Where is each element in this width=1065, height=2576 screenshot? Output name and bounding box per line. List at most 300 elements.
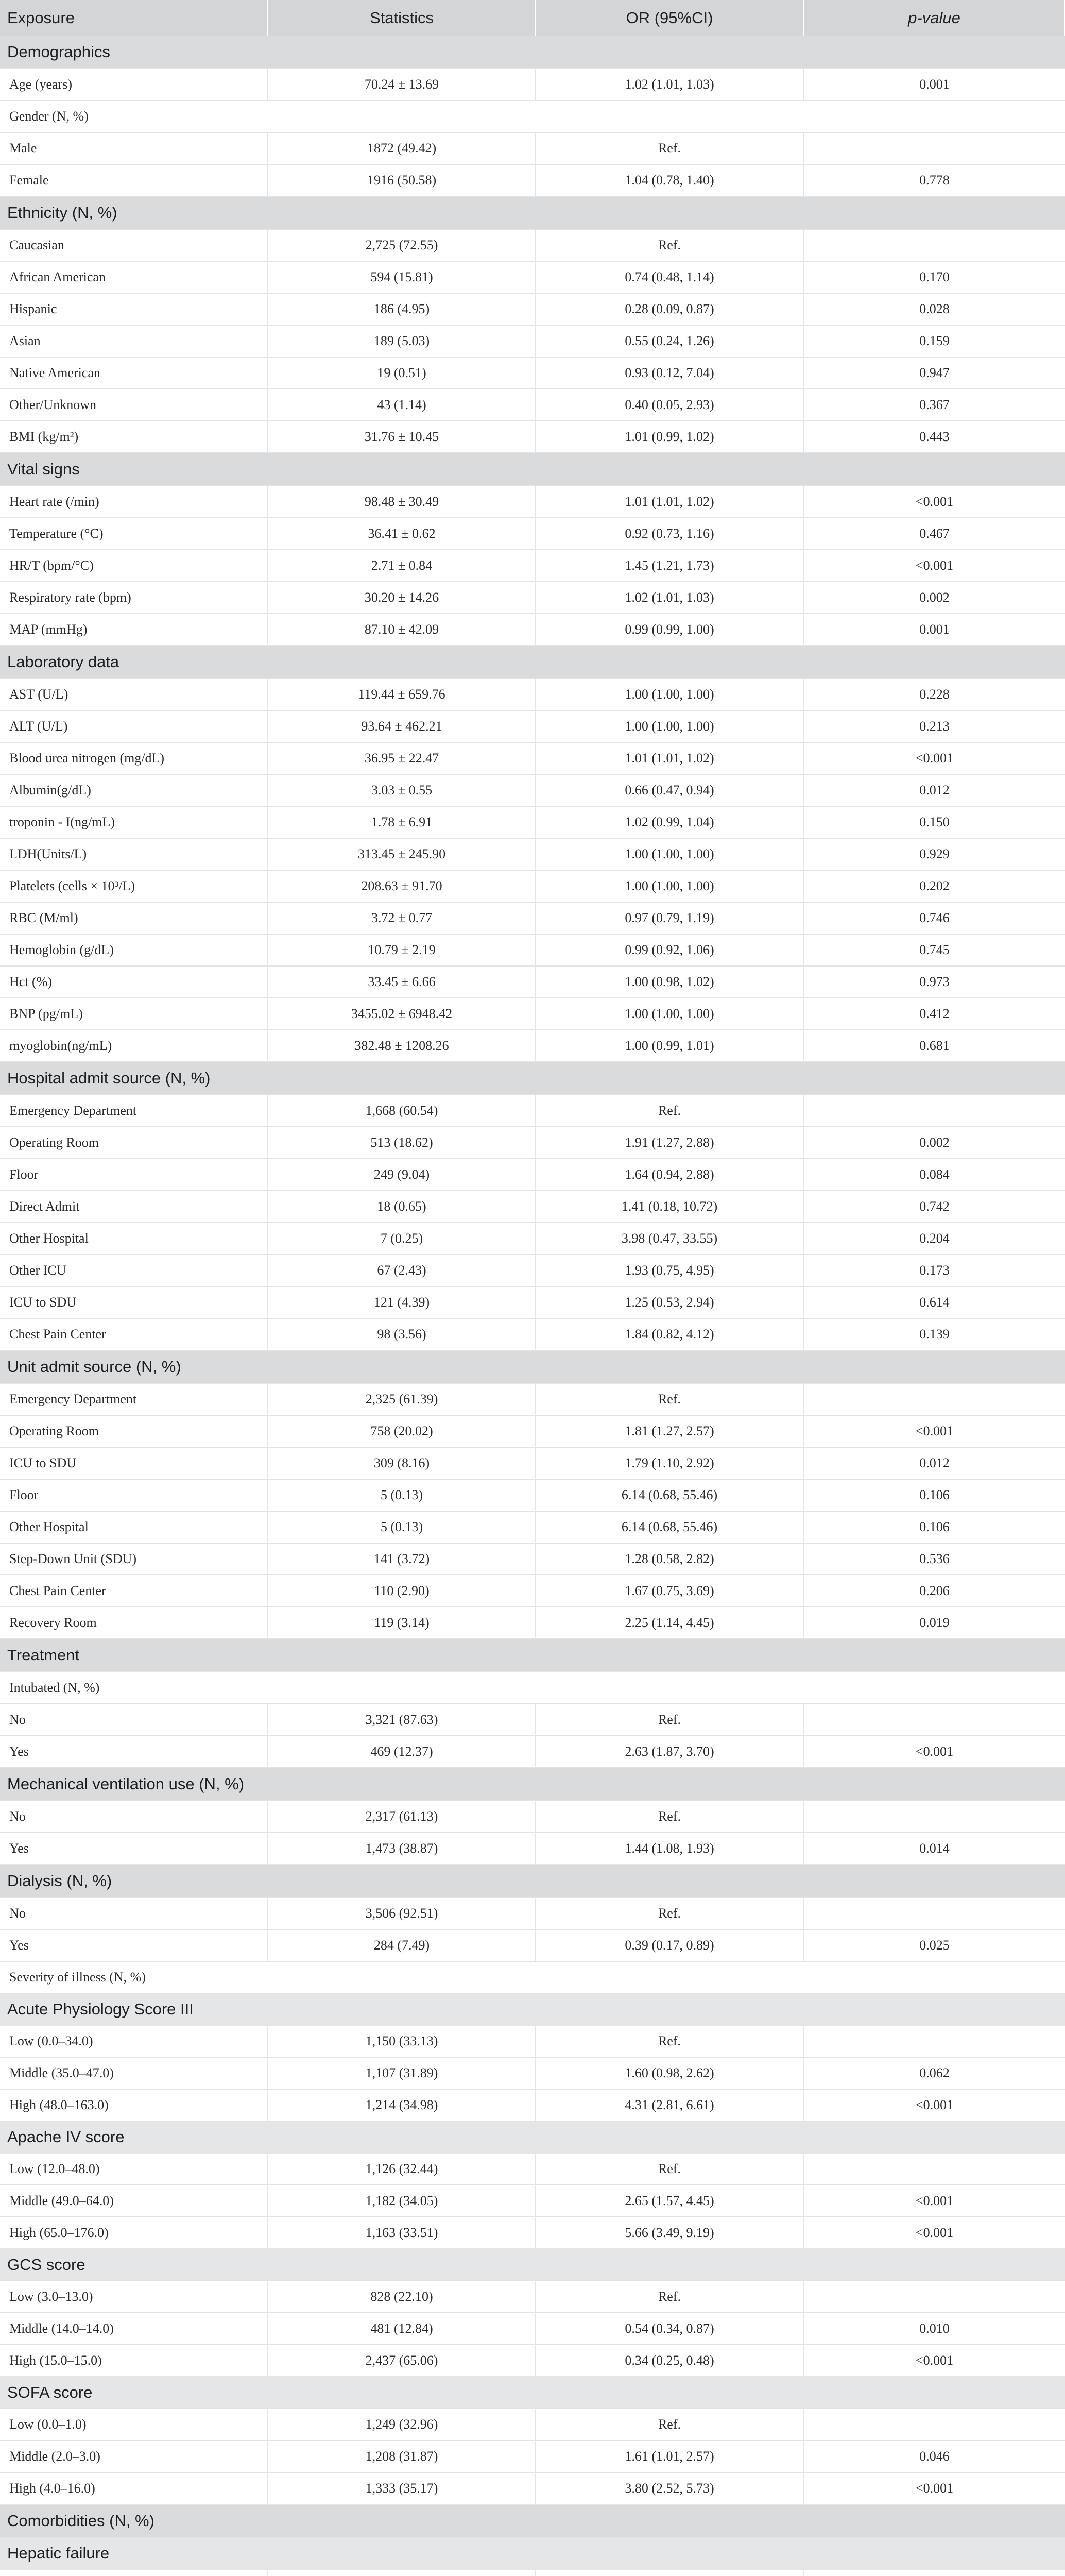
cell-p-value: 0.467 <box>803 518 1065 550</box>
section-title: Demographics <box>0 36 1065 69</box>
table-row <box>0 164 1065 196</box>
cell-p-value: 0.228 <box>803 679 1065 710</box>
cell-statistics: 284 (7.49) <box>268 1929 536 1961</box>
table-row <box>0 2185 1065 2217</box>
section-row <box>0 36 1065 69</box>
table-row <box>0 2345 1065 2377</box>
cell-or-ci: 6.14 (0.68, 55.46) <box>536 1511 803 1543</box>
table-row <box>0 325 1065 357</box>
cell-statistics: 1,333 (35.17) <box>268 2472 536 2504</box>
cell-statistics: 121 (4.39) <box>268 1286 536 1318</box>
cell-exposure: Platelets (cells × 10³/L) <box>0 870 268 902</box>
cell-or-ci: 1.45 (1.21, 1.73) <box>536 550 803 582</box>
cell-or-ci: 1.04 (0.78, 1.40) <box>536 164 803 196</box>
cell-p-value <box>803 1095 1065 1127</box>
cell-p-value: 0.929 <box>803 838 1065 870</box>
cell-p-value: <0.001 <box>803 2185 1065 2217</box>
cell-p-value: 0.062 <box>803 2057 1065 2089</box>
cell-exposure: Chest Pain Center <box>0 1575 268 1607</box>
cell-exposure: ICU to SDU <box>0 1447 268 1479</box>
table-row <box>0 614 1065 646</box>
cell-statistics: 2,317 (61.13) <box>268 1801 536 1833</box>
cell-p-value <box>803 1897 1065 1929</box>
table-row <box>0 2217 1065 2249</box>
cell-exposure: High (15.0–15.0) <box>0 2345 268 2377</box>
cell-or-ci: 1.81 (1.27, 2.57) <box>536 1415 803 1447</box>
cell-or-ci: 0.97 (0.79, 1.19) <box>536 902 803 934</box>
cell-or-ci: 2.63 (1.87, 3.70) <box>536 1736 803 1768</box>
subsection-title: Hepatic failure <box>0 2537 1065 2569</box>
cell-statistics: 513 (18.62) <box>268 1127 536 1159</box>
cell-exposure: RBC (M/ml) <box>0 902 268 934</box>
table-row <box>0 1511 1065 1543</box>
table-row <box>0 2441 1065 2472</box>
cell-p-value: 0.012 <box>803 774 1065 806</box>
section-row <box>0 646 1065 679</box>
cell-or-ci: 1.00 (1.00, 1.00) <box>536 838 803 870</box>
cell-p-value: 0.001 <box>803 614 1065 646</box>
cell-statistics: 141 (3.72) <box>268 1543 536 1575</box>
cell-p-value <box>803 2025 1065 2057</box>
cell-exposure: Hemoglobin (g/dL) <box>0 934 268 966</box>
cell-p-value: 0.028 <box>803 293 1065 325</box>
cell-exposure: Other ICU <box>0 1255 268 1286</box>
cell-or-ci: 1.00 (1.00, 1.00) <box>536 710 803 742</box>
cell-exposure: Yes <box>0 1929 268 1961</box>
table-row <box>0 389 1065 421</box>
table-row <box>0 934 1065 966</box>
cell-or-ci <box>536 2569 803 2576</box>
cell-or-ci: 1.79 (1.10, 2.92) <box>536 1447 803 1479</box>
cell-p-value: <0.001 <box>803 486 1065 518</box>
cell-exposure <box>0 2569 268 2576</box>
cell-or-ci: 0.66 (0.47, 0.94) <box>536 774 803 806</box>
cell-exposure: No <box>0 1801 268 1833</box>
cell-statistics: 594 (15.81) <box>268 261 536 293</box>
table-row <box>0 69 1065 100</box>
cell-p-value: 0.002 <box>803 1127 1065 1159</box>
cell-exposure: MAP (mmHg) <box>0 614 268 646</box>
table-row <box>0 742 1065 774</box>
cell-exposure: Female <box>0 164 268 196</box>
table-body <box>0 36 1065 2576</box>
table-row <box>0 229 1065 261</box>
cell-statistics: 313.45 ± 245.90 <box>268 838 536 870</box>
cell-statistics: 758 (20.02) <box>268 1415 536 1447</box>
table-row <box>0 1159 1065 1191</box>
cell-p-value <box>803 2281 1065 2313</box>
cell-statistics: 309 (8.16) <box>268 1447 536 1479</box>
cell-or-ci: 2.25 (1.14, 4.45) <box>536 1607 803 1639</box>
cell-or-ci: Ref. <box>536 2281 803 2313</box>
section-title: Unit admit source (N, %) <box>0 1350 1065 1383</box>
cell-or-ci: Ref. <box>536 1801 803 1833</box>
cell-exposure: Male <box>0 132 268 164</box>
cell-p-value: 0.014 <box>803 1833 1065 1865</box>
table-row <box>0 2089 1065 2121</box>
cell-or-ci: 1.64 (0.94, 2.88) <box>536 1159 803 1191</box>
table-row <box>0 1801 1065 1833</box>
cell-p-value: 0.746 <box>803 902 1065 934</box>
cell-statistics: 249 (9.04) <box>268 1159 536 1191</box>
cell-or-ci: 5.66 (3.49, 9.19) <box>536 2217 803 2249</box>
cell-exposure: Yes <box>0 1833 268 1865</box>
cell-exposure: LDH(Units/L) <box>0 838 268 870</box>
cell-p-value: <0.001 <box>803 2217 1065 2249</box>
cell-p-value <box>803 2153 1065 2185</box>
cell-statistics: 7 (0.25) <box>268 1223 536 1255</box>
cell-exposure: Low (12.0–48.0) <box>0 2153 268 2185</box>
subsection-row <box>0 2249 1065 2281</box>
cell-p-value <box>803 2409 1065 2441</box>
plainsection-title: Severity of illness (N, %) <box>0 1961 1065 1993</box>
cell-exposure: Age (years) <box>0 69 268 100</box>
section-row <box>0 1350 1065 1383</box>
cell-p-value: 0.001 <box>803 69 1065 100</box>
cell-statistics: 70.24 ± 13.69 <box>268 69 536 100</box>
section-title: Mechanical ventilation use (N, %) <box>0 1768 1065 1801</box>
table-row <box>0 2569 1065 2576</box>
section-title: Comorbidities (N, %) <box>0 2504 1065 2537</box>
section-row <box>0 2504 1065 2537</box>
cell-exposure: Direct Admit <box>0 1191 268 1223</box>
table-row <box>0 261 1065 293</box>
cell-statistics: 382.48 ± 1208.26 <box>268 1030 536 1062</box>
section-title: Treatment <box>0 1639 1065 1672</box>
cell-statistics: 98 (3.56) <box>268 1318 536 1350</box>
group-label: Intubated (N, %) <box>0 1672 1065 1704</box>
cell-statistics: 1,473 (38.87) <box>268 1833 536 1865</box>
cell-exposure: Middle (35.0–47.0) <box>0 2057 268 2089</box>
cell-or-ci: 0.54 (0.34, 0.87) <box>536 2313 803 2345</box>
cell-p-value: 0.204 <box>803 1223 1065 1255</box>
cell-or-ci: 0.39 (0.17, 0.89) <box>536 1929 803 1961</box>
table-row <box>0 1479 1065 1511</box>
table-row <box>0 1447 1065 1479</box>
cell-or-ci: 0.40 (0.05, 2.93) <box>536 389 803 421</box>
cell-or-ci: 1.25 (0.53, 2.94) <box>536 1286 803 1318</box>
cell-p-value: 0.012 <box>803 1447 1065 1479</box>
cell-statistics: 1,208 (31.87) <box>268 2441 536 2472</box>
cell-exposure: Low (3.0–13.0) <box>0 2281 268 2313</box>
table-row <box>0 1929 1065 1961</box>
subsection-row <box>0 2537 1065 2569</box>
cell-statistics: 481 (12.84) <box>268 2313 536 2345</box>
cell-statistics: 3.03 ± 0.55 <box>268 774 536 806</box>
header-exposure: Exposure <box>0 0 268 36</box>
cell-exposure: Yes <box>0 1736 268 1768</box>
cell-exposure: High (48.0–163.0) <box>0 2089 268 2121</box>
cell-or-ci: 0.93 (0.12, 7.04) <box>536 357 803 389</box>
cell-statistics: 208.63 ± 91.70 <box>268 870 536 902</box>
section-row <box>0 1639 1065 1672</box>
cell-exposure: Emergency Department <box>0 1095 268 1127</box>
cell-statistics: 36.41 ± 0.62 <box>268 518 536 550</box>
cell-p-value: 0.202 <box>803 870 1065 902</box>
cell-or-ci: 0.99 (0.92, 1.06) <box>536 934 803 966</box>
cell-p-value: 0.213 <box>803 710 1065 742</box>
header-p-value: p-value <box>803 0 1065 36</box>
table-row <box>0 518 1065 550</box>
cell-p-value <box>803 132 1065 164</box>
cell-p-value: 0.536 <box>803 1543 1065 1575</box>
section-title: Dialysis (N, %) <box>0 1865 1065 1897</box>
cell-p-value: 0.106 <box>803 1479 1065 1511</box>
cell-or-ci: Ref. <box>536 1897 803 1929</box>
cell-p-value <box>803 1801 1065 1833</box>
cell-statistics: 1,249 (32.96) <box>268 2409 536 2441</box>
group-label-row <box>0 100 1065 132</box>
cell-exposure: Chest Pain Center <box>0 1318 268 1350</box>
group-label-row <box>0 1672 1065 1704</box>
cell-or-ci: 0.55 (0.24, 1.26) <box>536 325 803 357</box>
cell-p-value: <0.001 <box>803 742 1065 774</box>
cell-exposure: Temperature (°C) <box>0 518 268 550</box>
cell-or-ci: Ref. <box>536 229 803 261</box>
subsection-title: Apache IV score <box>0 2121 1065 2153</box>
section-title: Hospital admit source (N, %) <box>0 1062 1065 1095</box>
section-row <box>0 453 1065 486</box>
section-row <box>0 1768 1065 1801</box>
table-header <box>0 0 1065 36</box>
cell-exposure: Asian <box>0 325 268 357</box>
cell-p-value: 0.025 <box>803 1929 1065 1961</box>
cell-statistics: 119 (3.14) <box>268 1607 536 1639</box>
cell-p-value: <0.001 <box>803 2345 1065 2377</box>
table-row <box>0 902 1065 934</box>
cell-exposure: Floor <box>0 1479 268 1511</box>
cell-or-ci: 0.92 (0.73, 1.16) <box>536 518 803 550</box>
cell-p-value: <0.001 <box>803 2089 1065 2121</box>
cell-statistics: 1.78 ± 6.91 <box>268 806 536 838</box>
cell-or-ci: 1.41 (0.18, 10.72) <box>536 1191 803 1223</box>
table-row <box>0 1318 1065 1350</box>
cell-statistics: 1,107 (31.89) <box>268 2057 536 2089</box>
cell-statistics: 18 (0.65) <box>268 1191 536 1223</box>
cell-or-ci: 1.44 (1.08, 1.93) <box>536 1833 803 1865</box>
cell-or-ci: 6.14 (0.68, 55.46) <box>536 1479 803 1511</box>
cell-or-ci: 1.93 (0.75, 4.95) <box>536 1255 803 1286</box>
cell-or-ci: 0.74 (0.48, 1.14) <box>536 261 803 293</box>
cell-or-ci: Ref. <box>536 1095 803 1127</box>
cell-exposure: ICU to SDU <box>0 1286 268 1318</box>
cell-exposure: Operating Room <box>0 1415 268 1447</box>
cell-or-ci: 0.28 (0.09, 0.87) <box>536 293 803 325</box>
cell-p-value: 0.170 <box>803 261 1065 293</box>
cell-exposure: High (65.0–176.0) <box>0 2217 268 2249</box>
table-row <box>0 1286 1065 1318</box>
cell-or-ci: Ref. <box>536 132 803 164</box>
cell-exposure: Step-Down Unit (SDU) <box>0 1543 268 1575</box>
cell-p-value: 0.973 <box>803 966 1065 998</box>
subsection-title: SOFA score <box>0 2377 1065 2409</box>
table-row <box>0 486 1065 518</box>
cell-exposure: Recovery Room <box>0 1607 268 1639</box>
cell-exposure: Middle (2.0–3.0) <box>0 2441 268 2472</box>
cell-exposure: No <box>0 1897 268 1929</box>
cell-p-value: 0.745 <box>803 934 1065 966</box>
cell-or-ci: 1.28 (0.58, 2.82) <box>536 1543 803 1575</box>
cell-or-ci: 1.01 (1.01, 1.02) <box>536 486 803 518</box>
cell-p-value: 0.173 <box>803 1255 1065 1286</box>
cell-p-value: 0.019 <box>803 1607 1065 1639</box>
cell-statistics: 3,506 (92.51) <box>268 1897 536 1929</box>
cell-p-value: 0.614 <box>803 1286 1065 1318</box>
cell-p-value: <0.001 <box>803 1736 1065 1768</box>
subsection-title: Acute Physiology Score III <box>0 1993 1065 2025</box>
cell-exposure: Emergency Department <box>0 1383 268 1415</box>
cell-statistics: 1,182 (34.05) <box>268 2185 536 2217</box>
cell-or-ci: 1.02 (1.01, 1.03) <box>536 69 803 100</box>
cell-exposure: AST (U/L) <box>0 679 268 710</box>
cell-p-value: 0.443 <box>803 421 1065 453</box>
table-row <box>0 2409 1065 2441</box>
cell-or-ci: 1.67 (0.75, 3.69) <box>536 1575 803 1607</box>
cell-p-value: <0.001 <box>803 550 1065 582</box>
cell-exposure: Native American <box>0 357 268 389</box>
cell-exposure: Middle (14.0–14.0) <box>0 2313 268 2345</box>
plainsection-row <box>0 1961 1065 1993</box>
cell-p-value <box>803 1383 1065 1415</box>
cell-statistics: 30.20 ± 14.26 <box>268 582 536 614</box>
cell-or-ci: 1.00 (0.99, 1.01) <box>536 1030 803 1062</box>
cell-statistics: 1916 (50.58) <box>268 164 536 196</box>
cell-p-value: 0.084 <box>803 1159 1065 1191</box>
table-row <box>0 710 1065 742</box>
cell-or-ci: 1.91 (1.27, 2.88) <box>536 1127 803 1159</box>
cell-exposure: Low (0.0–1.0) <box>0 2409 268 2441</box>
cell-or-ci: 3.80 (2.52, 5.73) <box>536 2472 803 2504</box>
cell-or-ci: 1.02 (0.99, 1.04) <box>536 806 803 838</box>
table-row <box>0 293 1065 325</box>
cell-statistics: 3.72 ± 0.77 <box>268 902 536 934</box>
cell-statistics: 2,725 (72.55) <box>268 229 536 261</box>
cell-or-ci: 1.00 (1.00, 1.00) <box>536 998 803 1030</box>
table-row <box>0 1255 1065 1286</box>
table-row <box>0 1223 1065 1255</box>
table-row <box>0 550 1065 582</box>
cell-statistics: 119.44 ± 659.76 <box>268 679 536 710</box>
table-row <box>0 357 1065 389</box>
section-row <box>0 196 1065 229</box>
cell-statistics: 2,325 (61.39) <box>268 1383 536 1415</box>
cell-exposure: Respiratory rate (bpm) <box>0 582 268 614</box>
table-row <box>0 870 1065 902</box>
subsection-row <box>0 2121 1065 2153</box>
cell-exposure: HR/T (bpm/°C) <box>0 550 268 582</box>
cell-p-value: 0.159 <box>803 325 1065 357</box>
cell-p-value: 0.106 <box>803 1511 1065 1543</box>
cell-or-ci: Ref. <box>536 2153 803 2185</box>
cell-exposure: troponin - I(ng/mL) <box>0 806 268 838</box>
cell-statistics: 5 (0.13) <box>268 1511 536 1543</box>
cell-statistics: 2,437 (65.06) <box>268 2345 536 2377</box>
cell-p-value <box>803 229 1065 261</box>
section-title: Vital signs <box>0 453 1065 486</box>
cell-statistics: 31.76 ± 10.45 <box>268 421 536 453</box>
cell-or-ci: 2.65 (1.57, 4.45) <box>536 2185 803 2217</box>
cell-statistics: 36.95 ± 22.47 <box>268 742 536 774</box>
table-row <box>0 1415 1065 1447</box>
cell-statistics: 110 (2.90) <box>268 1575 536 1607</box>
table-row <box>0 2313 1065 2345</box>
table-row <box>0 1704 1065 1736</box>
cell-or-ci: 1.02 (1.01, 1.03) <box>536 582 803 614</box>
table-row <box>0 2153 1065 2185</box>
cell-p-value: 0.681 <box>803 1030 1065 1062</box>
cell-p-value: 0.046 <box>803 2441 1065 2472</box>
section-row <box>0 1865 1065 1897</box>
cell-p-value: 0.367 <box>803 389 1065 421</box>
cell-exposure: Operating Room <box>0 1127 268 1159</box>
cell-p-value: 0.206 <box>803 1575 1065 1607</box>
cell-or-ci: 0.34 (0.25, 0.48) <box>536 2345 803 2377</box>
cell-exposure: Caucasian <box>0 229 268 261</box>
cell-exposure: ALT (U/L) <box>0 710 268 742</box>
table-row <box>0 1575 1065 1607</box>
cell-or-ci: 1.01 (0.99, 1.02) <box>536 421 803 453</box>
cell-exposure: Other/Unknown <box>0 389 268 421</box>
cell-statistics: 1,214 (34.98) <box>268 2089 536 2121</box>
cell-p-value: 0.002 <box>803 582 1065 614</box>
cell-or-ci: 1.00 (0.98, 1.02) <box>536 966 803 998</box>
table-row <box>0 1897 1065 1929</box>
header-or-ci: OR (95%CI) <box>536 0 803 36</box>
table-row <box>0 679 1065 710</box>
header-statistics: Statistics <box>268 0 536 36</box>
cell-or-ci: 0.99 (0.99, 1.00) <box>536 614 803 646</box>
cell-statistics: 3455.02 ± 6948.42 <box>268 998 536 1030</box>
cell-exposure: No <box>0 1704 268 1736</box>
cell-exposure: myoglobin(ng/mL) <box>0 1030 268 1062</box>
cell-statistics: 5 (0.13) <box>268 1479 536 1511</box>
cell-p-value: 0.412 <box>803 998 1065 1030</box>
cell-statistics: 2.71 ± 0.84 <box>268 550 536 582</box>
cell-or-ci: Ref. <box>536 2409 803 2441</box>
cell-or-ci: 1.00 (1.00, 1.00) <box>536 870 803 902</box>
table-row <box>0 2472 1065 2504</box>
cell-statistics: 1,668 (60.54) <box>268 1095 536 1127</box>
section-row <box>0 1062 1065 1095</box>
cell-exposure: BNP (pg/mL) <box>0 998 268 1030</box>
table-row <box>0 1543 1065 1575</box>
cell-statistics: 189 (5.03) <box>268 325 536 357</box>
cell-p-value: 0.150 <box>803 806 1065 838</box>
table-row <box>0 1607 1065 1639</box>
cell-exposure: Low (0.0–34.0) <box>0 2025 268 2057</box>
cell-statistics: 1872 (49.42) <box>268 132 536 164</box>
table-row <box>0 774 1065 806</box>
subsection-title: GCS score <box>0 2249 1065 2281</box>
cell-p-value: 0.742 <box>803 1191 1065 1223</box>
cell-or-ci: 3.98 (0.47, 33.55) <box>536 1223 803 1255</box>
cell-exposure: BMI (kg/m²) <box>0 421 268 453</box>
cell-p-value: 0.778 <box>803 164 1065 196</box>
table-row <box>0 582 1065 614</box>
cell-p-value: 0.010 <box>803 2313 1065 2345</box>
table-row <box>0 1030 1065 1062</box>
cell-statistics: 43 (1.14) <box>268 389 536 421</box>
cell-exposure: Floor <box>0 1159 268 1191</box>
table-row <box>0 838 1065 870</box>
table-row <box>0 1127 1065 1159</box>
cell-statistics: 828 (22.10) <box>268 2281 536 2313</box>
cell-statistics: 98.48 ± 30.49 <box>268 486 536 518</box>
cell-statistics: 19 (0.51) <box>268 357 536 389</box>
subsection-row <box>0 1993 1065 2025</box>
cell-p-value <box>803 2569 1065 2576</box>
cell-p-value: <0.001 <box>803 2472 1065 2504</box>
